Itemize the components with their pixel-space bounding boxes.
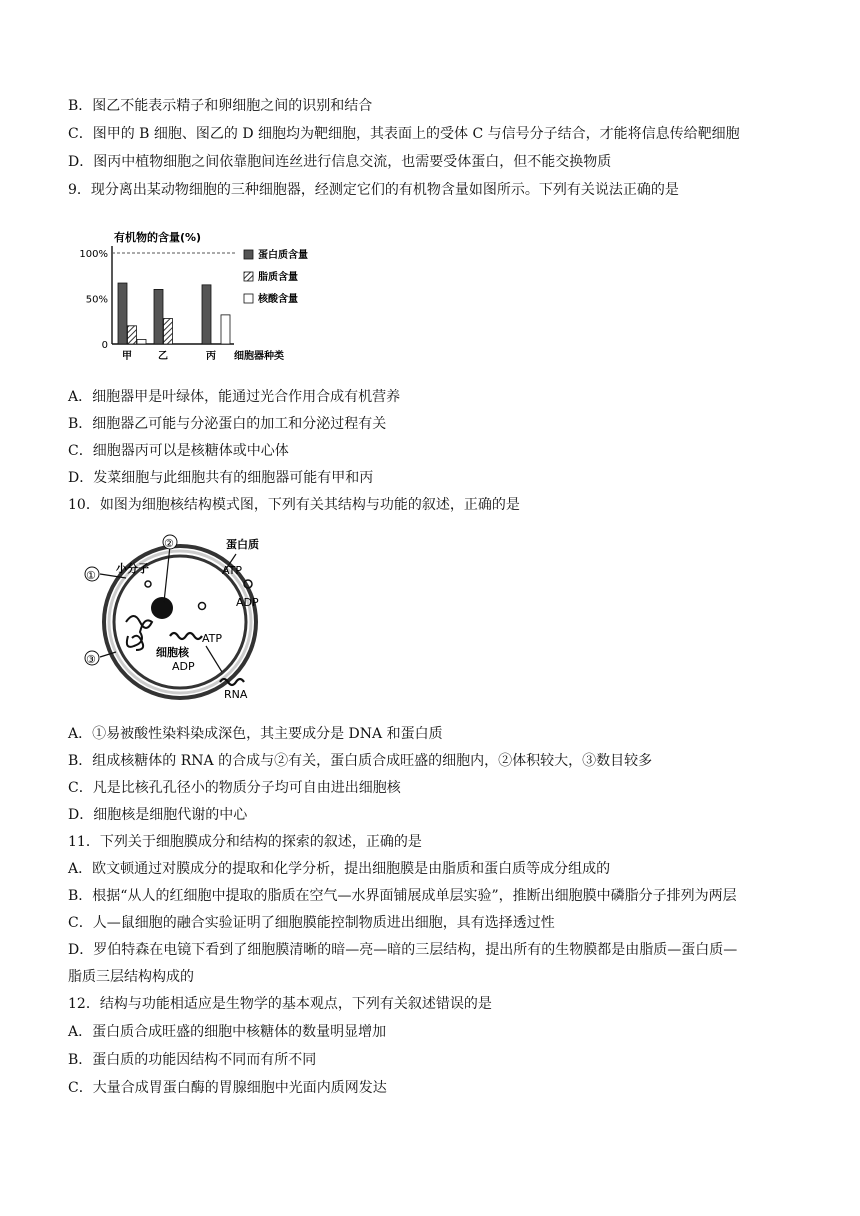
organelle-chart — [68, 222, 338, 368]
q10-option-c: C．凡是比核孔孔径小的物质分子均可自由进出细胞核 — [68, 780, 401, 796]
small-circle-b — [199, 603, 206, 610]
q12-option-a: A．蛋白质合成旺盛的细胞中核糖体的数量明显增加 — [68, 1024, 387, 1040]
q11-option-b: B．根据“从人的红细胞中提取的脂质在空气—水界面铺展成单层实验”，推断出细胞膜中磷脂分子排列为两层 — [68, 888, 737, 904]
pore-line — [206, 646, 222, 672]
label-rna: RNA — [224, 688, 248, 701]
q9-stem: 9．现分离出某动物细胞的三种细胞器，经测定它们的有机物含量如图所示。下列有关说法正确的是 — [68, 182, 679, 198]
q10-option-d: D．细胞核是细胞代谢的中心 — [68, 807, 248, 823]
chart-title: 有机物的含量(%) — [114, 231, 202, 244]
bar — [221, 315, 230, 344]
legend-label: 核酸含量 — [258, 294, 298, 305]
q11-stem: 11．下列关于细胞膜成分和结构的探索的叙述，正确的是 — [68, 834, 422, 850]
x-axis-label: 细胞器种类 — [234, 351, 284, 362]
nucleus-diagram — [76, 532, 296, 702]
q11-option-c: C．人—鼠细胞的融合实验证明了细胞膜能控制物质进出细胞，具有选择透过性 — [68, 915, 555, 931]
nucleolus — [151, 597, 173, 619]
q11-option-d-line1: D．罗伯特森在电镜下看到了细胞膜清晰的暗—亮—暗的三层结构，提出所有的生物膜都是由脂质—蛋白质— — [68, 942, 738, 958]
label-adp-top: ADP — [236, 596, 259, 609]
x-category-label: 甲 — [122, 351, 132, 362]
bar — [137, 339, 146, 344]
mrna-squiggle — [170, 633, 202, 639]
pointer-2 — [164, 546, 170, 602]
bar — [164, 319, 173, 344]
q10-option-a: A．①易被酸性染料染成深色，其主要成分是 DNA 和蛋白质 — [68, 726, 443, 742]
bar — [154, 289, 163, 344]
bar — [128, 326, 137, 344]
q10-stem: 10．如图为细胞核结构模式图，下列有关其结构与功能的叙述，正确的是 — [68, 497, 520, 513]
q12-stem: 12．结构与功能相适应是生物学的基本观点，下列有关叙述错误的是 — [68, 996, 492, 1012]
q8-option-c: C．图甲的 B 细胞、图乙的 D 细胞均为靶细胞，其表面上的受体 C 与信号分子结合，才能将信息传给靶细胞 — [68, 126, 740, 142]
y-tick-label: 0 — [101, 340, 108, 351]
q9-option-d: D．发菜细胞与此细胞共有的细胞器可能有甲和丙 — [68, 470, 374, 486]
small-circle-a — [145, 581, 151, 587]
bar — [118, 283, 127, 344]
label-1: ① — [86, 569, 96, 582]
nucleus-diagram-svg — [76, 532, 296, 702]
chromatin — [126, 616, 152, 647]
x-category-label: 乙 — [158, 351, 168, 362]
x-category-label: 丙 — [206, 351, 216, 362]
organelle-chart-svg — [68, 222, 338, 368]
q11-option-a: A．欧文顿通过对膜成分的提取和化学分析，提出细胞膜是由脂质和蛋白质等成分组成的 — [68, 861, 611, 877]
label-small-molecule: 小分子 — [116, 562, 149, 575]
y-tick-label: 100% — [79, 249, 108, 260]
legend-swatch — [244, 250, 253, 259]
q9-option-b: B．细胞器乙可能与分泌蛋白的加工和分泌过程有关 — [68, 416, 387, 432]
q9-option-a: A．细胞器甲是叶绿体，能通过光合作用合成有机营养 — [68, 389, 401, 405]
legend-swatch — [244, 272, 253, 281]
label-2: ② — [164, 537, 174, 550]
q11-option-d-line2: 脂质三层结构构成的 — [68, 969, 194, 985]
label-atp-top: ATP — [222, 564, 243, 577]
label-protein: 蛋白质 — [226, 538, 259, 551]
label-adp-bottom: ADP — [172, 660, 195, 673]
label-nucleus: 细胞核 — [156, 646, 189, 659]
q8-option-b: B．图乙不能表示精子和卵细胞之间的识别和结合 — [68, 98, 373, 114]
legend-label: 蛋白质含量 — [258, 250, 308, 261]
q12-option-b: B．蛋白质的功能因结构不同而有所不同 — [68, 1052, 317, 1068]
label-atp-mid: ATP — [202, 632, 223, 645]
legend-swatch — [244, 294, 253, 303]
q8-option-d: D．图丙中植物细胞之间依靠胞间连丝进行信息交流，也需要受体蛋白，但不能交换物质 — [68, 154, 612, 170]
legend-label: 脂质含量 — [258, 272, 298, 283]
bar — [202, 285, 211, 344]
q9-option-c: C．细胞器丙可以是核糖体或中心体 — [68, 443, 289, 459]
label-3: ③ — [86, 653, 96, 666]
q10-option-b: B．组成核糖体的 RNA 的合成与②有关，蛋白质合成旺盛的细胞内，②体积较大，③数目较多 — [68, 753, 653, 769]
y-tick-label: 50% — [85, 294, 108, 306]
q12-option-c: C．大量合成胃蛋白酶的胃腺细胞中光面内质网发达 — [68, 1080, 387, 1096]
